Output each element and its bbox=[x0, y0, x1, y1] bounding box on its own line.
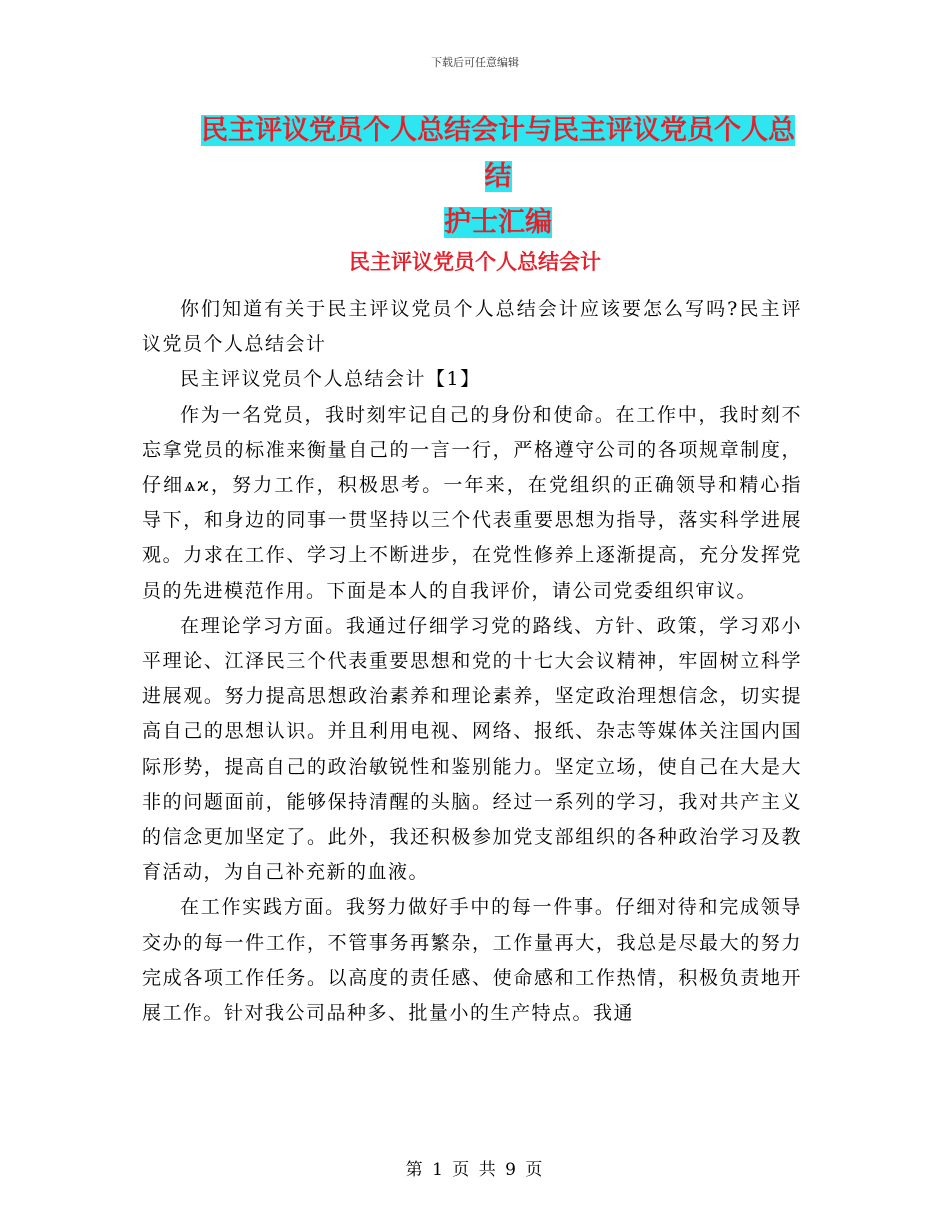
document-title-line-1: 民主评议党员个人总结会计与民主评议党员个人总结 bbox=[201, 115, 795, 192]
document-title bbox=[188, 108, 808, 246]
paragraph-theory-study: 在理论学习方面。我通过仔细学习党的路线、方针、政策，学习邓小平理论、江泽民三个代表重要思想和党的十七大会议精神，牢固树立科学进展观。努力提高思想政治素养和理论素养，坚定政治理想信念，切实提高自己的思想认识。并且利用电视、网络、报纸、杂志等媒体关注国内国际形势，提高自己的政治敏锐性和鉴别能力。坚定立场，使自己在大是大非的问题面前，能够保持清醒的头脑。经过一系列的学习，我对共产主义的信念更加坚定了。此外，我还积极参加党支部组织的各种政治学习及教育活动，为自己补充新的血液。 bbox=[142, 614, 802, 884]
page-header-note: 下载后可任意编辑 bbox=[431, 56, 519, 69]
section-title: 民主评议党员个人总结会计 bbox=[349, 250, 601, 274]
paragraph-intro: 你们知道有关于民主评议党员个人总结会计应该要怎么写吗?民主评议党员个人总结会计 bbox=[142, 298, 802, 356]
paragraph-party-member: 作为一名党员，我时刻牢记自己的身份和使命。在工作中，我时刻不忘拿党员的标准来衡量自己的一言一行，严格遵守公司的各项规章制度，仔细ѧϰ，努力工作，积极思考。一年来，在党组织的正确领导和精心指导下，和身边的同事一贯坚持以三个代表重要思想为指导，落实科学进展观。力求在工作、学习上不断进步，在党性修养上逐渐提高，充分发挥党员的先进模范作用。下面是本人的自我评价，请公司党委组织审议。 bbox=[142, 403, 802, 602]
paragraph-subheading: 民主评议党员个人总结会计【1】 bbox=[180, 368, 481, 391]
paragraph-work-practice: 在工作实践方面。我努力做好手中的每一件事。仔细对待和完成领导交办的每一件工作，不管事务再繁杂，工作量再大，我总是尽最大的努力完成各项工作任务。以高度的责任感、使命感和工作热情，积极负责地开展工作。针对我公司品种多、批量小的生产特点。我通 bbox=[142, 896, 802, 1025]
document-body bbox=[142, 292, 802, 1031]
page-number-footer: 第 1 页 共 9 页 bbox=[405, 1160, 545, 1180]
document-title-line-2: 护士汇编 bbox=[444, 207, 552, 238]
